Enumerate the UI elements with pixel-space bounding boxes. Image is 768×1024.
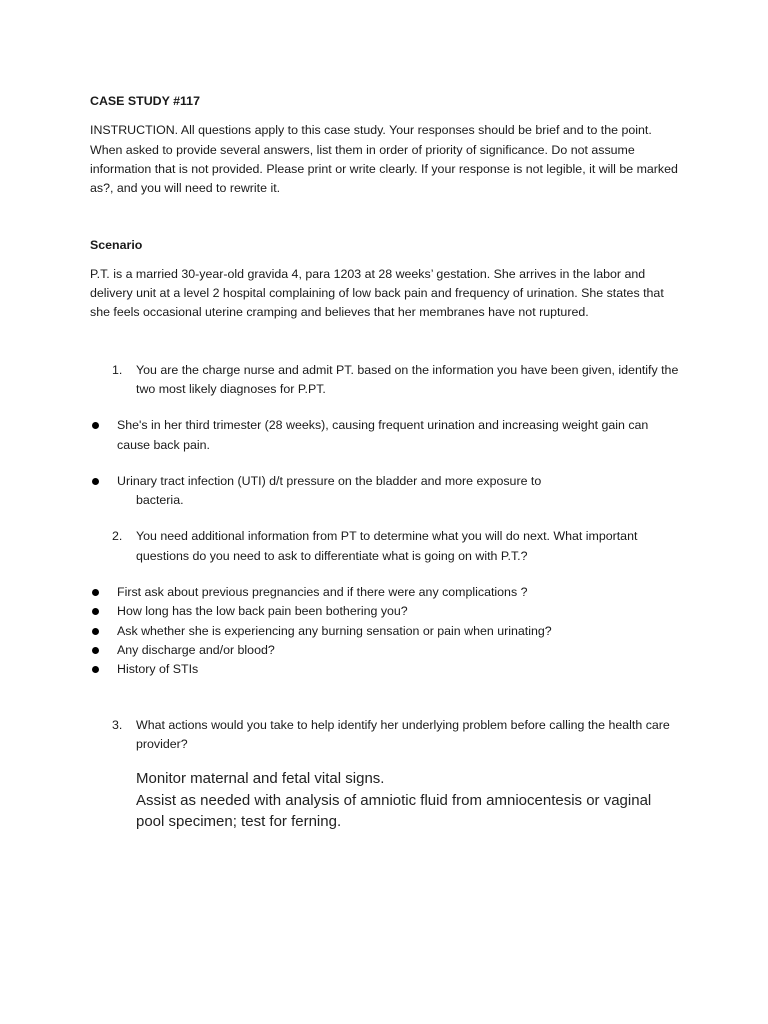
answer-text: Monitor maternal and fetal vital signs.: [136, 770, 385, 788]
answer-item: [90, 416, 680, 455]
question-text: You need additional information from PT to determine what you will do next. What important questions do you need to ask to differentiate what is going on with P.T.?: [136, 529, 638, 563]
answer-text: Ask whether she is experiencing any burning sensation or pain when urinating?: [117, 623, 552, 638]
scenario-heading: Scenario: [90, 238, 143, 253]
answer-text: History of STIs: [117, 662, 199, 677]
answer-item: [90, 641, 680, 660]
bullet-icon: [92, 589, 99, 596]
bullet-icon: [92, 666, 99, 673]
document-page: [90, 92, 680, 833]
answer-text-line-1: Urinary tract infection (UTI) d/t pressure on the bladder and more exposure to: [117, 473, 542, 488]
bullet-icon: [92, 608, 99, 615]
bullet-icon: [92, 478, 99, 485]
bullet-icon: [92, 628, 99, 635]
bullet-icon: [92, 647, 99, 654]
question-1: [90, 361, 680, 400]
answer-text: Assist as needed with analysis of amniotic fluid from amniocentesis or vaginal pool specimen; test for ferning.: [136, 791, 652, 831]
answer-item: [90, 472, 680, 511]
case-study-title: CASE STUDY #117: [90, 94, 200, 108]
answer-text: First ask about previous pregnancies and if there were any complications ?: [117, 585, 528, 600]
answer-item: [90, 583, 680, 602]
answer-text: Any discharge and/or blood?: [117, 642, 275, 657]
question-text: You are the charge nurse and admit PT. based on the information you have been given, identify the two most likely diagnoses for P.PT.: [136, 362, 679, 396]
question-text: What actions would you take to help identify her underlying problem before calling the health care provider?: [136, 717, 670, 751]
answer-block: [136, 768, 680, 833]
answer-text: How long has the low back pain been bothering you?: [117, 604, 408, 619]
scenario-paragraph: P.T. is a married 30-year-old gravida 4, para 1203 at 28 weeks’ gestation. She arrives in the labor and delivery unit at a level 2 hospital complaining of low back pain and frequency of urination. She states that she feels occasional uterine cramping and believes that her membranes have not ruptured.: [90, 266, 664, 320]
answer-item: [90, 602, 680, 621]
question-number: 1.: [112, 362, 123, 377]
question-3: [90, 716, 680, 755]
answer-text: She's in her third trimester (28 weeks), causing frequent urination and increasing weight gain can cause back pain.: [117, 418, 649, 452]
answer-item: [90, 660, 680, 679]
answer-text-line-2: bacteria.: [136, 493, 184, 508]
bullet-icon: [92, 422, 99, 429]
question-number: 3.: [112, 717, 123, 732]
question-number: 2.: [112, 529, 123, 544]
instruction-paragraph: INSTRUCTION. All questions apply to this case study. Your responses should be brief and to the point. When asked to provide several answers, list them in order of priority of significance. Do not assume information that is not provided. Please print or write clearly. If your response is not legible, it will be marked as?, and you will need to rewrite it.: [90, 123, 678, 196]
question-2: [90, 527, 680, 566]
answer-item: [90, 622, 680, 641]
